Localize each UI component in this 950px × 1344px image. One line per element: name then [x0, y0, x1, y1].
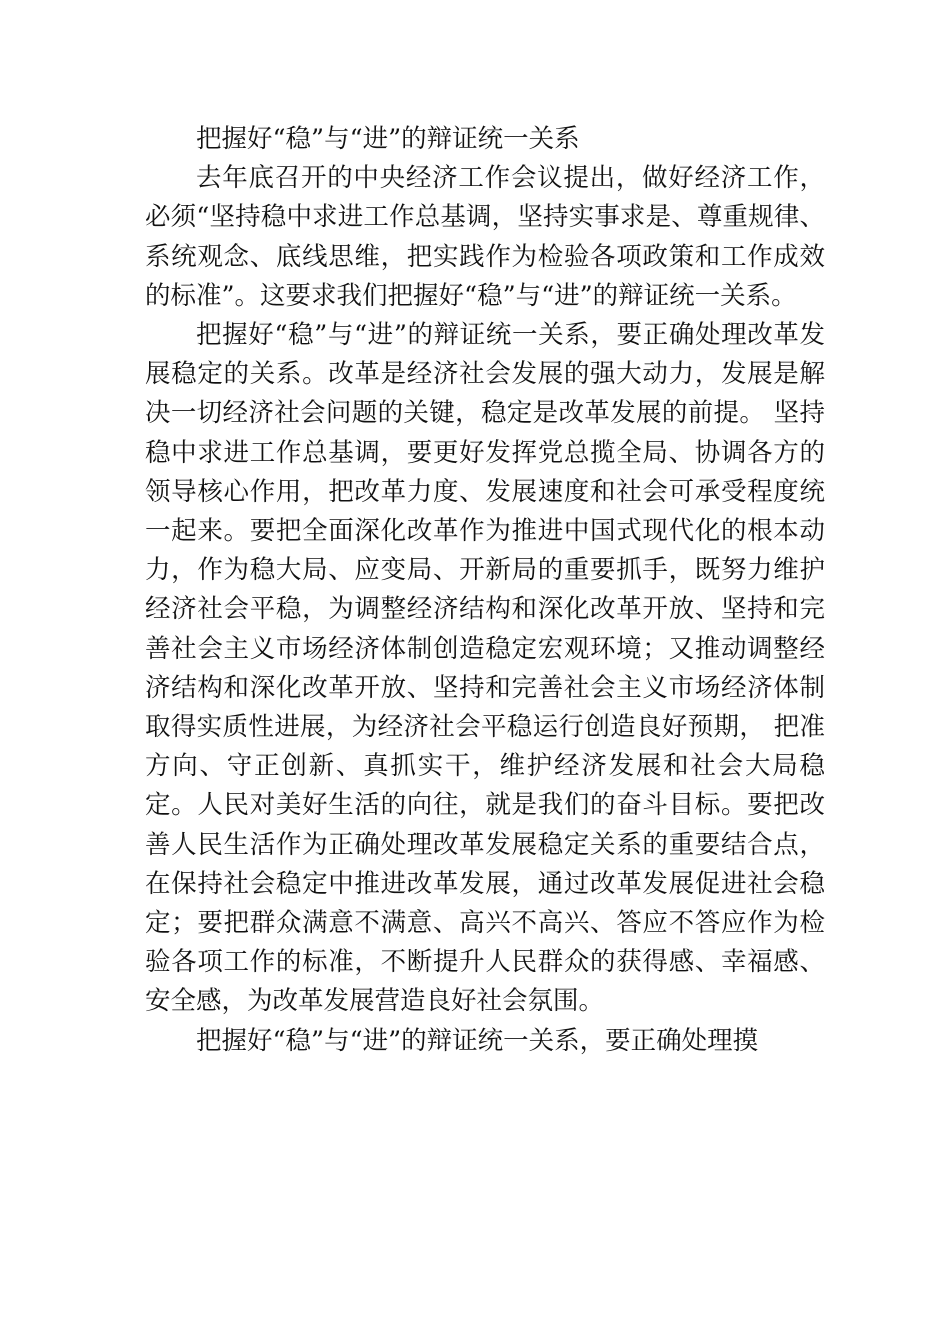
paragraph-intro: 去年底召开的中央经济工作会议提出，做好经济工作，必须“坚持稳中求进工作总基调，坚持实事求是、尊重规律、系统观念、底线思维，把实践作为检验各项政策和工作成效的标准”。这要求我们把握好“稳”与“进”的辩证统一关系。 — [145, 163, 825, 311]
paragraph-reform-development-stability: 把握好“稳”与“进”的辩证统一关系，要正确处理改革发展稳定的关系。改革是经济社会发展的强大动力，发展是解决一切经济社会问题的关键，稳定是改革发展的前提。 坚持稳中求进工作总基调，要更好发挥党总揽全局、协调各方的领导核心作用，把改革力度、发展速度和社会可承受程度统一起来。要把全面深化改革作为推进中国式现代化的根本动力，作为稳大局、应变局、开新局的重要抓手，既努力维护经济社会平稳，为调整经济结构和深化改革开放、坚持和完善社会主义市场经济体制创造稳定宏观环境；又推动调整经济结构和深化改革开放、坚持和完善社会主义市场经济体制取得实质性进展，为经济社会平稳运行创造良好预期， 把准方向、守正创新、真抓实干，维护经济发展和社会大局稳定。人民对美好生活的向往，就是我们的奋斗目标。要把改善人民生活作为正确处理改革发展稳定关系的重要结合点，在保持社会稳定中推进改革发展，通过改革发展促进社会稳定；要把群众满意不满意、高兴不高兴、答应不答应作为检验各项工作的标准，不断提升人民群众的获得感、幸福感、安全感，为改革发展营造良好社会氛围。 — [145, 320, 825, 1017]
document-body — [145, 120, 825, 1061]
paragraph-continued: 把握好“稳”与“进”的辩证统一关系，要正确处理摸 — [196, 1025, 759, 1056]
document-title: 把握好“稳”与“进”的辩证统一关系 — [196, 124, 580, 154]
